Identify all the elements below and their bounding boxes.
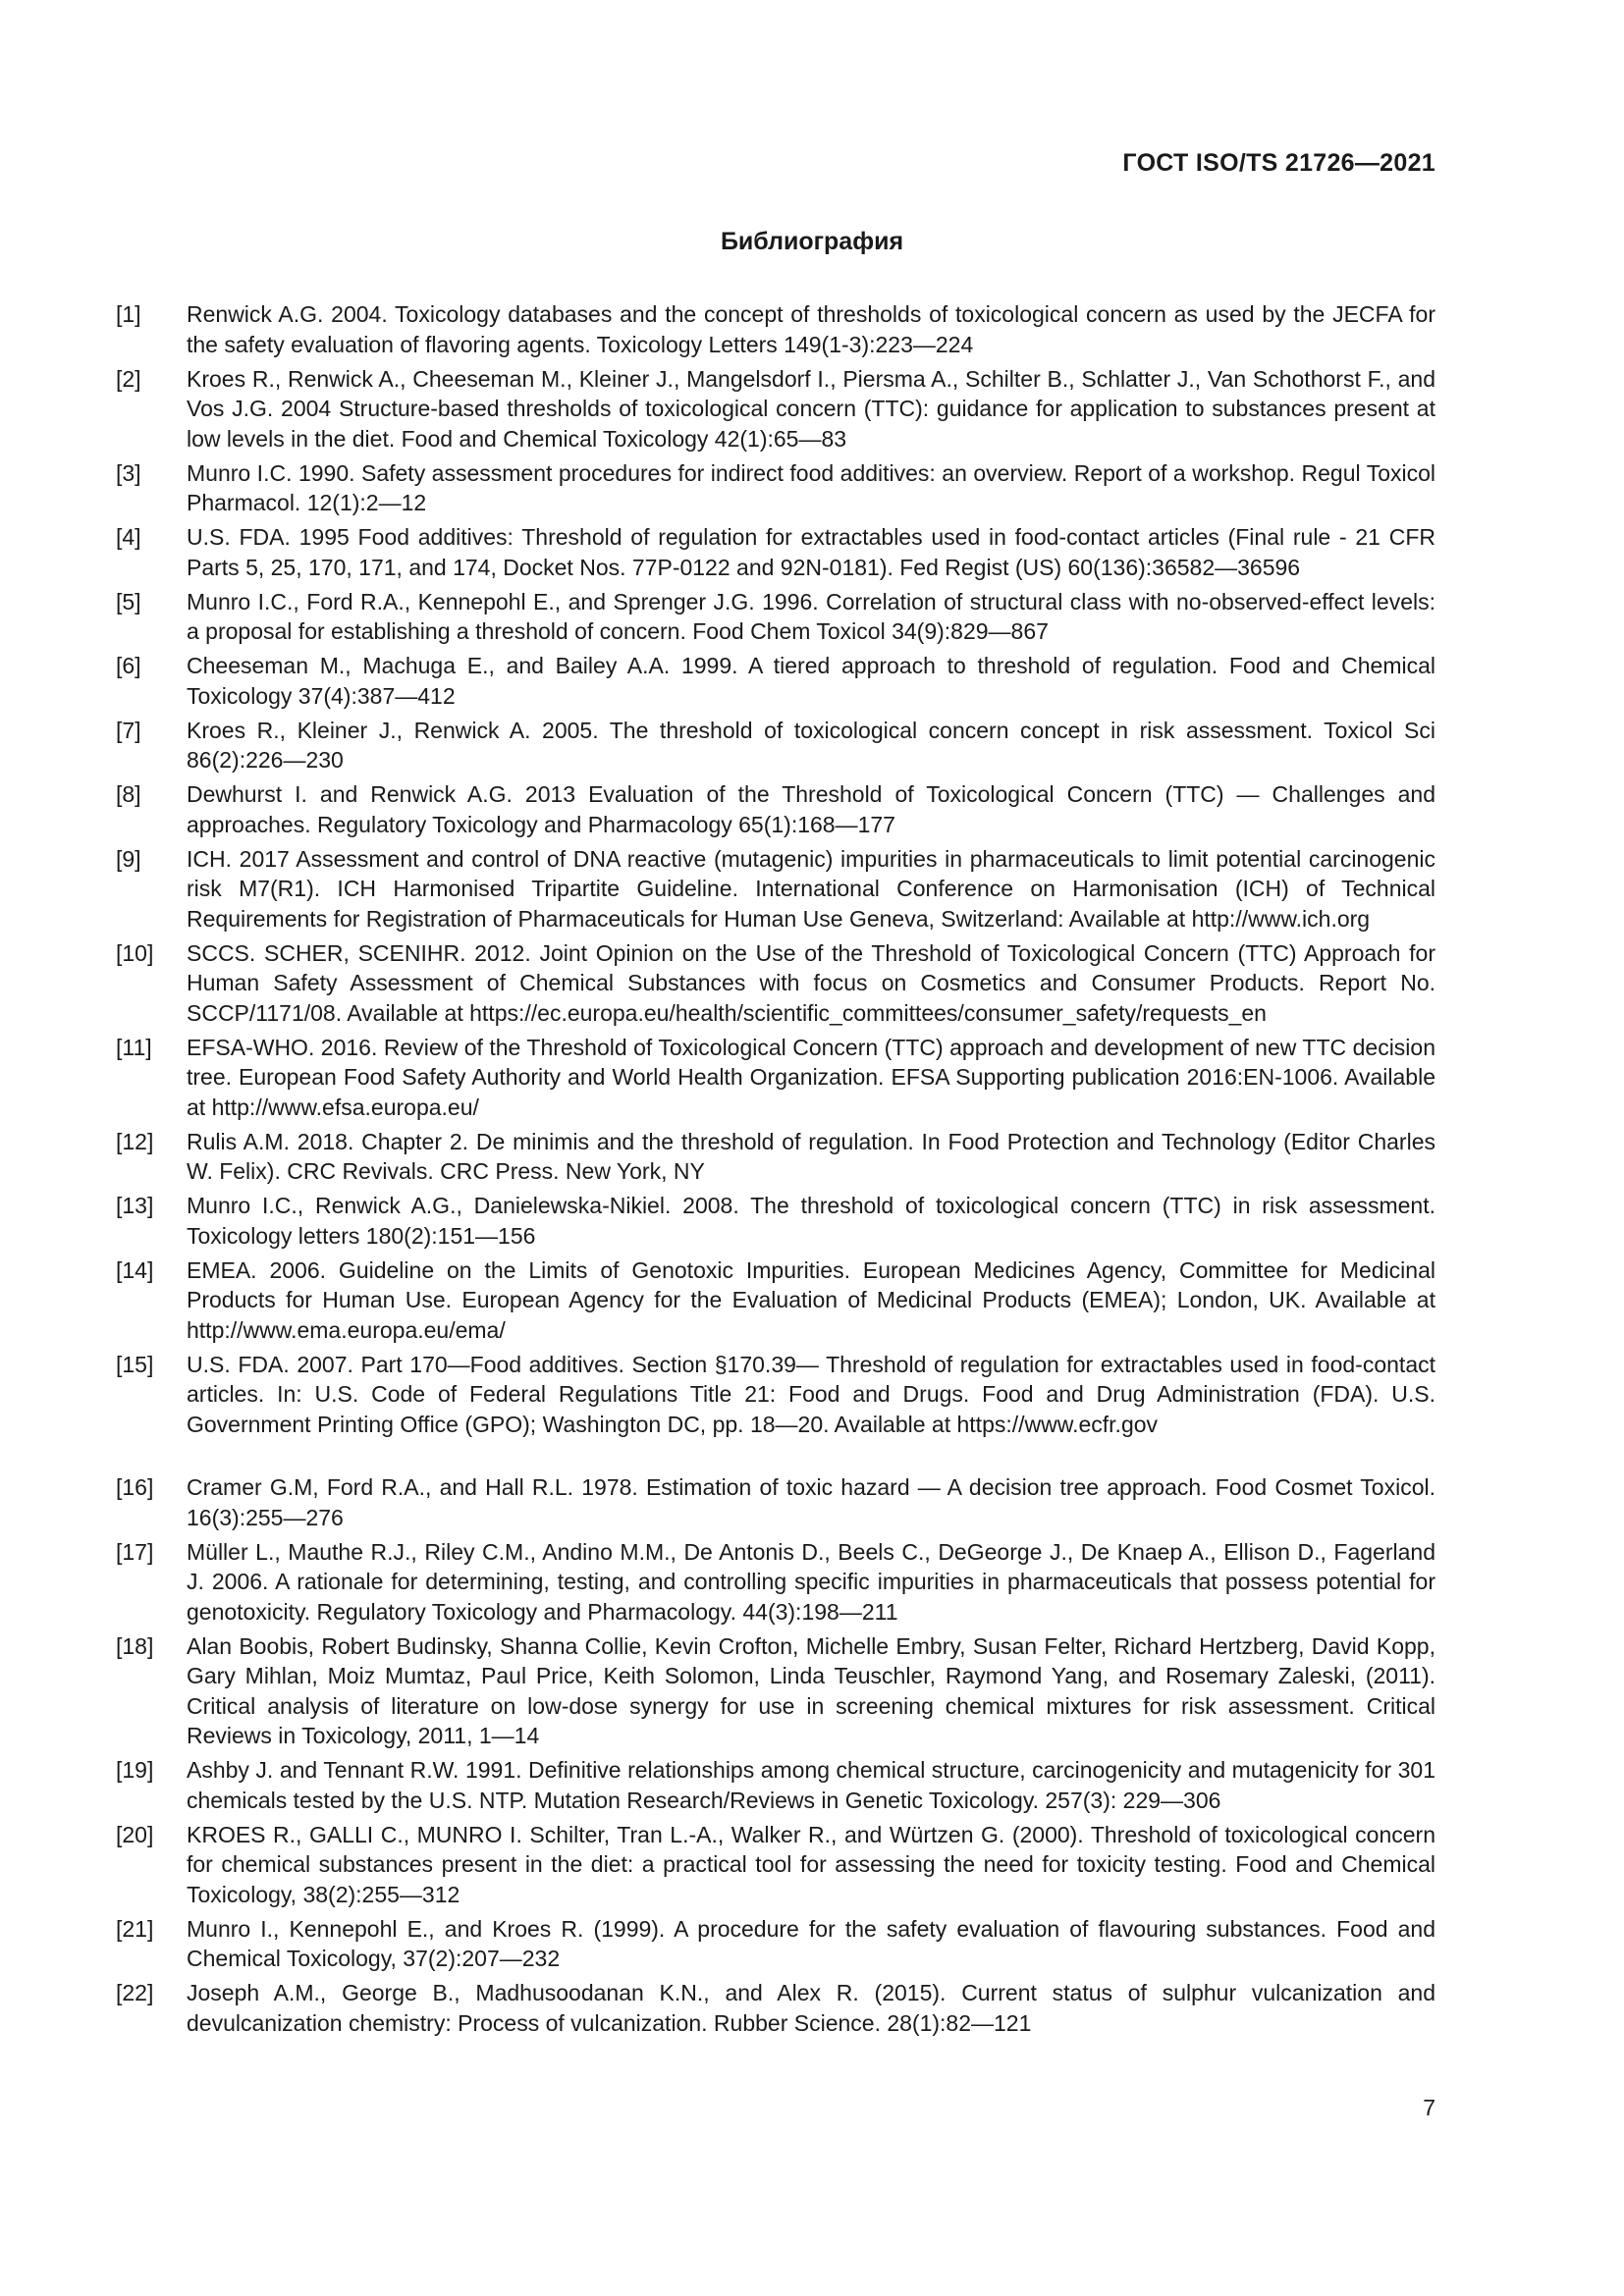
reference-text: Cheeseman M., Machuga E., and Bailey A.A. 1999. A tiered approach to threshold of regulation. Food and Chemical Toxicology 37(4):387—412 [187, 653, 1435, 709]
reference-item [116, 1472, 1435, 1532]
reference-item [116, 1537, 1435, 1628]
reference-number: [2] [116, 365, 141, 392]
reference-item [116, 1191, 1435, 1251]
reference-text: Munro I.C., Ford R.A., Kennepohl E., and Sprenger J.G. 1996. Correlation of structural class with no-observed-effect levels: a proposal for establishing a threshold of concern. Food Chem Toxicol 34(9):829—867 [187, 588, 1435, 644]
reference-item [116, 938, 1435, 1029]
reference-item [116, 364, 1435, 454]
reference-number: [20] [116, 1821, 154, 1847]
reference-number: [4] [116, 524, 141, 550]
reference-number: [17] [116, 1538, 154, 1565]
reference-item [116, 1755, 1435, 1815]
page-number: 7 [1423, 2095, 1435, 2120]
reference-item [116, 1631, 1435, 1751]
reference-item [116, 1350, 1435, 1440]
reference-text: EMEA. 2006. Guideline on the Limits of Genotoxic Impurities. European Medicines Agency, Committee for Medicinal Products for Human Use. European Agency for the Evaluation of Medicinal Products (EMEA); London, UK. Available at http://www.ema.europa.eu/ema/ [187, 1256, 1435, 1343]
reference-item [116, 1978, 1435, 2038]
bibliography-title: Библиография [720, 228, 904, 255]
reference-item [116, 716, 1435, 775]
reference-text: Munro I.C., Renwick A.G., Danielewska-Nikiel. 2008. The threshold of toxicological concern (TTC) in risk assessment. Toxicology letters 180(2):151—156 [187, 1193, 1435, 1249]
reference-number: [16] [116, 1474, 154, 1500]
reference-number: [9] [116, 845, 141, 872]
reference-text: ICH. 2017 Assessment and control of DNA reactive (mutagenic) impurities in pharmaceuticals to limit potential carcinogenic risk M7(R1). ICH Harmonised Tripartite Guideline. International Conference on Harmonisation (ICH) of Technical Requirements for Registration of Pharmaceuticals for Human Use Geneva, Switzerland: Available at http://www.ich.org [187, 845, 1435, 932]
reference-text: Munro I.C. 1990. Safety assessment procedures for indirect food additives: an overview. Report of a workshop. Regul Toxicol Pharmacol. 12(1):2—12 [187, 459, 1435, 515]
reference-item [116, 844, 1435, 934]
reference-number: [3] [116, 459, 141, 486]
reference-item [116, 1255, 1435, 1346]
reference-text: Alan Boobis, Robert Budinsky, Shanna Collie, Kevin Crofton, Michelle Embry, Susan Felter, Richard Hertzberg, David Kopp, Gary Mihlan, Moiz Mumtaz, Paul Price, Keith Solomon, Linda Teuschler, Raymond Yang, and Rosemary Zaleski, (2011). Critical analysis of literature on low-dose synergy for use in screening chemical mixtures for risk assessment. Critical Reviews in Toxicology, 2011, 1—14 [187, 1632, 1435, 1748]
reference-text: KROES R., GALLI C., MUNRO I. Schilter, Tran L.-A., Walker R., and Würtzen G. (2000). Threshold of toxicological concern for chemical substances present in the diet: a practical tool for assessing the need for toxicity testing. Food and Chemical Toxicology, 38(2):255—312 [187, 1821, 1435, 1907]
reference-text: Cramer G.M, Ford R.A., and Hall R.L. 1978. Estimation of toxic hazard — A decision tree approach. Food Cosmet Toxicol. 16(3):255—276 [187, 1474, 1435, 1530]
reference-number: [14] [116, 1256, 154, 1283]
reference-number: [13] [116, 1193, 154, 1218]
reference-number: [7] [116, 717, 141, 743]
reference-number: [19] [116, 1757, 154, 1783]
reference-item [116, 587, 1435, 647]
reference-item [116, 1820, 1435, 1910]
reference-number: [8] [116, 781, 141, 807]
reference-number: [15] [116, 1351, 154, 1377]
reference-number: [11] [116, 1034, 152, 1060]
document-code: ГОСТ ISO/TS 21726—2021 [1122, 149, 1435, 177]
reference-item [116, 1914, 1435, 1974]
reference-number: [6] [116, 653, 141, 678]
reference-item [116, 1033, 1435, 1123]
reference-text: U.S. FDA. 2007. Part 170—Food additives. Section §170.39— Threshold of regulation for extractables used in food-contact articles. In: U.S. Code of Federal Regulations Title 21: Food and Drugs. Food and Drug Administration (FDA). U.S. Government Printing Office (GPO); Washington DC, pp. 18—20. Available at https://www.ecfr.gov [187, 1351, 1435, 1437]
reference-text: Ashby J. and Tennant R.W. 1991. Definitive relationships among chemical structure, carcinogenicity and mutagenicity for 301 chemicals tested by the U.S. NTP. Mutation Research/Reviews in Genetic Toxicology. 257(3): 229—306 [187, 1757, 1435, 1813]
reference-text: Kroes R., Renwick A., Cheeseman M., Kleiner J., Mangelsdorf I., Piersma A., Schilter B., Schlatter J., Van Schothorst F., and Vos J.G. 2004 Structure-based thresholds of toxicological concern (TTC): guidance for application to substances present at low levels in the diet. Food and Chemical Toxicology 42(1):65—83 [187, 365, 1435, 452]
reference-number: [5] [116, 588, 141, 614]
reference-text: Joseph A.M., George B., Madhusoodanan K.N., and Alex R. (2015). Current status of sulphur vulcanization and devulcanization chemistry: Process of vulcanization. Rubber Science. 28(1):82—121 [187, 1980, 1435, 2036]
reference-number: [12] [116, 1128, 154, 1154]
reference-text: Dewhurst I. and Renwick A.G. 2013 Evaluation of the Threshold of Toxicological Concern (TTC) — Challenges and approaches. Regulatory Toxicology and Pharmacology 65(1):168—177 [187, 781, 1435, 837]
reference-text: EFSA-WHO. 2016. Review of the Threshold of Toxicological Concern (TTC) approach and development of new TTC decision tree. European Food Safety Authority and World Health Organization. EFSA Supporting publication 2016:EN-1006. Available at http://www.efsa.europa.eu/ [187, 1034, 1435, 1120]
reference-item [116, 458, 1435, 518]
reference-number: [22] [116, 1980, 154, 2005]
reference-item [116, 299, 1435, 359]
reference-text: SCCS. SCHER, SCENIHR. 2012. Joint Opinion on the Use of the Threshold of Toxicological Concern (TTC) Approach for Human Safety Assessment of Chemical Substances with focus on Cosmetics and Consumer Products. Report No. SCCP/1171/08. Available at https://ec.europa.eu/health/scientific_committees/consumer_safety/requests_en [187, 939, 1435, 1026]
reference-item [116, 1127, 1435, 1187]
reference-item [116, 651, 1435, 711]
reference-number: [21] [116, 1915, 154, 1942]
reference-text: U.S. FDA. 1995 Food additives: Threshold of regulation for extractables used in food-contact articles (Final rule - 21 CFR Parts 5, 25, 170, 171, and 174, Docket Nos. 77P-0122 and 92N-0181). Fed Regist (US) 60(136):36582—36596 [187, 524, 1435, 580]
reference-text: Kroes R., Kleiner J., Renwick A. 2005. The threshold of toxicological concern concept in risk assessment. Toxicol Sci 86(2):226—230 [187, 717, 1435, 773]
reference-item [116, 779, 1435, 839]
reference-list [116, 299, 1435, 2043]
reference-text: Müller L., Mauthe R.J., Riley C.M., Andino M.M., De Antonis D., Beels C., DeGeorge J., De Knaep A., Ellison D., Fagerland J. 2006. A rationale for determining, testing, and controlling specific impurities in pharmaceuticals that possess potential for genotoxicity. Regulatory Toxicology and Pharmacology. 44(3):198—211 [187, 1538, 1435, 1625]
reference-number: [10] [116, 939, 154, 966]
reference-number: [18] [116, 1632, 154, 1659]
reference-item [116, 522, 1435, 582]
reference-text: Munro I., Kennepohl E., and Kroes R. (1999). A procedure for the safety evaluation of flavouring substances. Food and Chemical Toxicology, 37(2):207—232 [187, 1915, 1435, 1971]
reference-text: Rulis A.M. 2018. Chapter 2. De minimis and the threshold of regulation. In Food Protection and Technology (Editor Charles W. Felix). CRC Revivals. CRC Press. New York, NY [187, 1128, 1435, 1184]
reference-text: Renwick A.G. 2004. Toxicology databases and the concept of thresholds of toxicological concern as used by the JECFA for the safety evaluation of flavoring agents. Toxicology Letters 149(1-3):223—224 [187, 301, 1435, 357]
reference-number: [1] [116, 301, 141, 327]
